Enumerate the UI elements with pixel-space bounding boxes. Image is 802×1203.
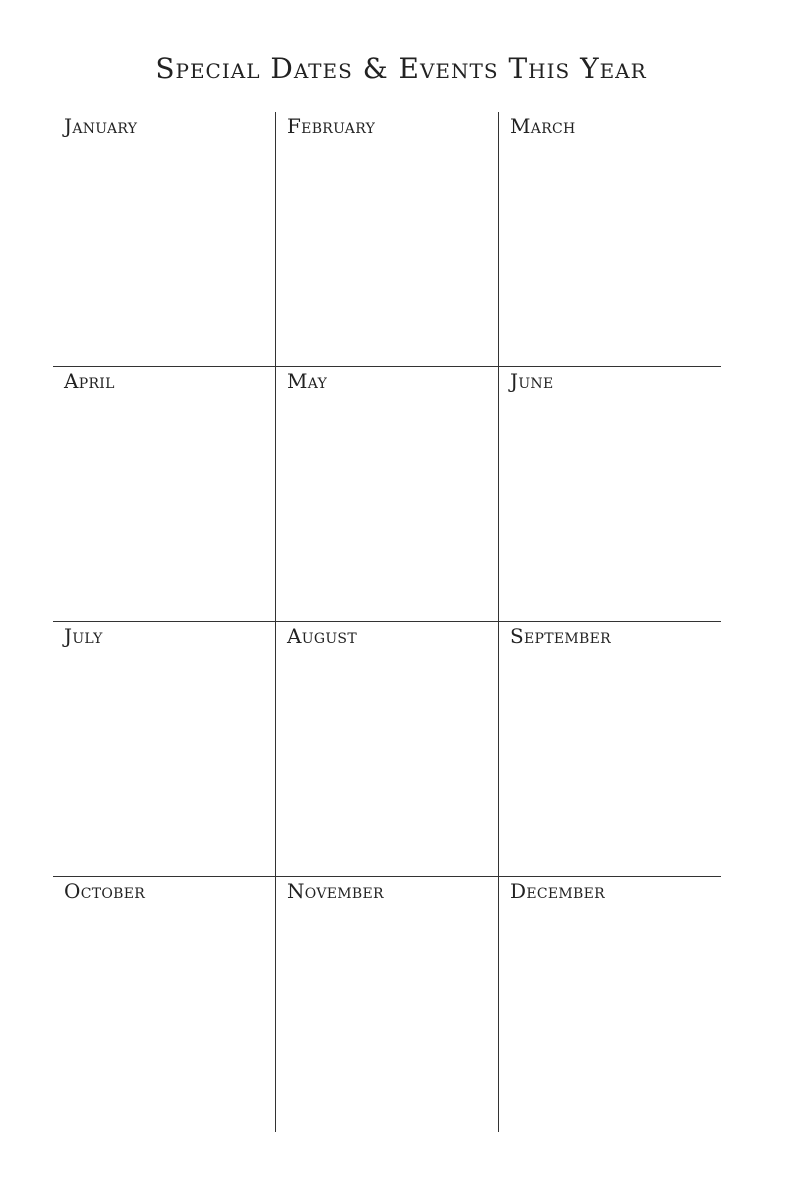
month-cell-november[interactable] (276, 877, 498, 1132)
month-label: November (287, 879, 384, 903)
month-label: October (64, 879, 146, 903)
month-grid (53, 112, 721, 1132)
month-label: January (64, 114, 138, 138)
month-label: April (64, 369, 115, 393)
month-cell-august[interactable] (276, 622, 498, 876)
month-label: December (510, 879, 605, 903)
month-cell-january[interactable] (53, 112, 275, 366)
month-cell-may[interactable] (276, 367, 498, 621)
month-cell-april[interactable] (53, 367, 275, 621)
page-title: Special Dates & Events This Year (155, 52, 647, 85)
month-cell-february[interactable] (276, 112, 498, 366)
month-label: May (287, 369, 328, 393)
month-label: June (510, 369, 554, 393)
month-cell-september[interactable] (499, 622, 721, 876)
month-label: September (510, 624, 611, 648)
month-label: March (510, 114, 576, 138)
month-label: July (64, 624, 103, 648)
month-cell-december[interactable] (499, 877, 721, 1132)
month-label: February (287, 114, 376, 138)
month-cell-march[interactable] (499, 112, 721, 366)
month-cell-july[interactable] (53, 622, 275, 876)
month-cell-june[interactable] (499, 367, 721, 621)
month-label: August (287, 624, 357, 648)
month-cell-october[interactable] (53, 877, 275, 1132)
